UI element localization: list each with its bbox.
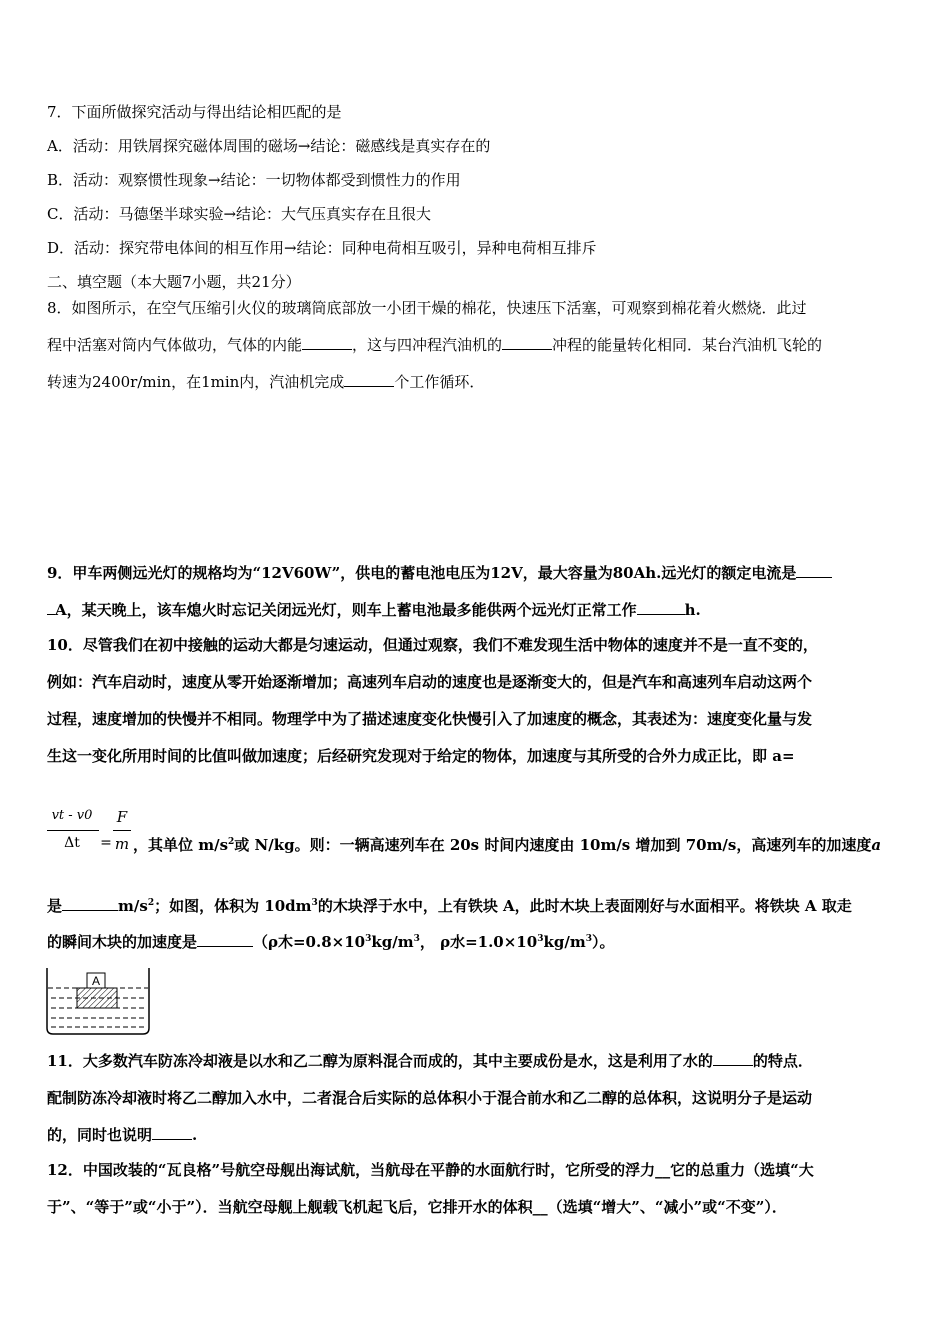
q10-formula-text: ，其单位 $m/s^2$或 N/kg。则：一辆高速列车在 20s 时间内速度由 10m/s 增加到 70m/s，高速列车的加速度a [133, 836, 882, 854]
answer-blank[interactable] [152, 1125, 192, 1140]
fraction-denominator-time: Δt [64, 835, 80, 851]
answer-blank[interactable] [637, 600, 685, 615]
q8-line-1: 8．如图所示，在空气压缩引火仪的玻璃筒底部放一小团干燥的棉花，快速压下活塞，可观察到棉花着火燃烧．此过 [47, 299, 807, 317]
q10-text: 的瞬间木块的加速度是 [47, 933, 198, 951]
q11-line-2: 配制防冻冷却液时将乙二醇加入水中，二者混合后实际的总体积小于混合前水和乙二醇的总体积，这说明分子是运动 [47, 1089, 813, 1107]
answer-blank[interactable] [197, 932, 253, 947]
q8-text: ，这与四冲程汽油机的 [352, 336, 503, 354]
equals-sign: = [100, 835, 112, 851]
q8-text: 程中活塞对筒内气体做功，气体的内能 [47, 336, 303, 354]
fraction-bar [113, 830, 131, 831]
q10-text: ）。 [591, 933, 615, 951]
section-heading: 二、填空题（本大题7小题，共21分） [47, 273, 301, 291]
q10-text: 是 [47, 897, 63, 915]
q9-line-2 [47, 600, 903, 620]
fraction-numerator-force: F [116, 808, 128, 826]
acceleration-formula [47, 808, 907, 858]
q12-line-2: 于”、“等于”或“小于”）．当航空母舰上舰载飞机起飞后，它排开水的体积__（选填“增大”、“减小”或“不变”）． [47, 1198, 787, 1216]
q10-text: 或 N/kg。则：一辆高速列车在 20s 时间内速度由 10m/s 增加到 70m/s，高速列车的加速度 [234, 836, 872, 854]
q9-line-1 [47, 563, 903, 583]
answer-blank[interactable] [344, 372, 394, 387]
q11-text: 的，同时也说明 [47, 1126, 153, 1144]
q7-option-c: C．活动：马德堡半球实验→结论：大气压真实存在且很大 [47, 205, 432, 223]
q11-text: 11．大多数汽车防冻冷却液是以水和乙二醇为原料混合而成的，其中主要成份是水，这是利用了水的 [47, 1052, 713, 1070]
beaker-figure [45, 966, 151, 1038]
answer-blank[interactable] [302, 335, 352, 350]
fraction-denominator-mass: m [114, 835, 130, 853]
answer-blank[interactable] [47, 600, 55, 615]
q8-line-2 [47, 335, 903, 355]
q9-text: 9．甲车两侧远光灯的规格均为“12V60W”，供电的蓄电池电压为12V，最大容量为80Ah.远光灯的额定电流是 [47, 564, 797, 582]
q11-text: 的特点． [752, 1052, 813, 1070]
q10-text: kg/m [371, 933, 414, 951]
wood-block [77, 988, 117, 1008]
q10-text: （ρ木=0.8×10 [253, 933, 366, 951]
q9-text: h. [684, 601, 701, 619]
q11-line-3 [47, 1125, 903, 1145]
q10-text: ， ρ水=1.0×10 [419, 933, 538, 951]
q10-variable: a [871, 836, 882, 854]
q10-line-7: 的瞬间木块的加速度是 （ρ木$=0.8\times 10^3kg/m^3$， ρ水$=1.0\times 10^3kg/m^3$）。 [47, 933, 615, 951]
fraction-numerator-velocity: vt - v0 [51, 808, 93, 823]
q8-text: 转速为2400r/min，在1min内，汽油机完成 [47, 373, 345, 391]
q10-text: kg/m [543, 933, 586, 951]
q8-line-3 [47, 372, 903, 392]
q10-line-4: 生这一变化所用时间的比值叫做加速度；后经研究发现对于给定的物体，加速度与其所受的合外力成正比，即 a= [47, 747, 795, 765]
q9-text: A，某天晚上，该车熄火时忘记关闭远光灯，则车上蓄电池最多能供两个远光灯正常工作 [55, 601, 637, 619]
q10-line-6: 是 $m/s^2$；如图，体积为 $10dm^3$的木块浮于水中，上有铁块 A，此时木块上表面刚好与水面相平。将铁块 A 取走 [47, 897, 852, 915]
q10-line-1: 10．尽管我们在初中接触的运动大都是匀速运动，但通过观察，我们不难发现生活中物体的速度并不是一直不变的， [47, 636, 818, 654]
iron-block-label: A [91, 974, 101, 988]
q7-option-a: A．活动：用铁屑探究磁体周围的磁场→结论：磁感线是真实存在的 [47, 137, 491, 155]
q8-text: 个工作循环． [394, 373, 485, 391]
q7-option-b: B．活动：观察惯性现象→结论：一切物体都受到惯性力的作用 [47, 171, 461, 189]
q10-line-3: 过程，速度增加的快慢并不相同。物理学中为了描述速度变化快慢引入了加速度的概念，其表述为：速度变化量与发 [47, 710, 813, 728]
q11-line-1 [47, 1051, 903, 1071]
q10-text: 的木块浮于水中，上有铁块 A，此时木块上表面刚好与水面相平。将铁块 A 取走 [317, 897, 852, 915]
q7-option-d: D．活动：探究带电体间的相互作用→结论：同种电荷相互吸引，异种电荷相互排斥 [47, 239, 597, 257]
fraction-bar [47, 830, 99, 831]
q10-text: ，其单位 m/s [133, 836, 229, 854]
answer-blank[interactable] [713, 1051, 753, 1066]
q11-text: . [192, 1126, 198, 1144]
q7-stem: 7．下面所做探究活动与得出结论相匹配的是 [47, 103, 342, 121]
q10-line-2: 例如：汽车启动时，速度从零开始逐渐增加；高速列车启动的速度也是逐渐变大的，但是汽车和高速列车启动这两个 [47, 673, 813, 691]
q10-text: ；如图，体积为 10dm [154, 897, 312, 915]
answer-blank[interactable] [796, 563, 832, 578]
answer-blank[interactable] [62, 896, 118, 911]
q8-text: 冲程的能量转化相同．某台汽油机飞轮的 [552, 336, 823, 354]
answer-blank[interactable] [502, 335, 552, 350]
q10-text: m/s [118, 897, 148, 915]
q12-line-1: 12．中国改装的“瓦良格”号航空母舰出海试航，当航母在平静的水面航行时，它所受的浮力__它的总重力（选填“大 [47, 1161, 814, 1179]
